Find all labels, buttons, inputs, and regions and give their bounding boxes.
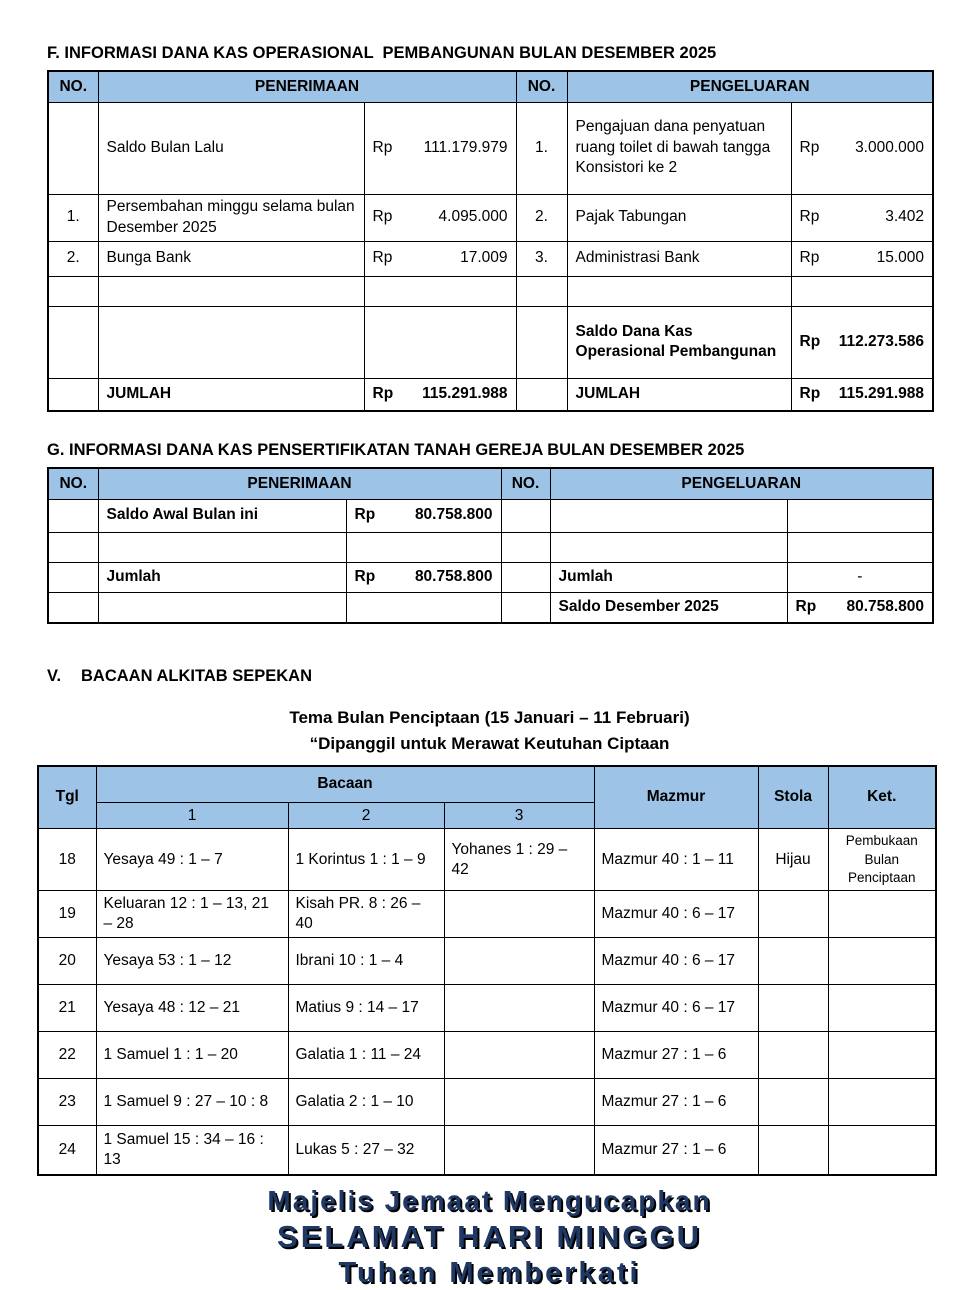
table-header-row — [48, 71, 933, 102]
rp-label: Rp — [354, 567, 376, 585]
jumlah-label: Jumlah — [98, 562, 346, 592]
table-row — [48, 241, 933, 276]
desc-cell: Bunga Bank — [98, 241, 364, 276]
empty-row — [48, 532, 933, 562]
table-header-row — [38, 766, 936, 803]
mazmur-cell: Mazmur 40 : 6 – 17 — [594, 891, 758, 938]
jumlah-label: Jumlah — [550, 562, 787, 592]
jumlah-amount-cell — [346, 562, 501, 592]
header-pengeluaran: PENGELUARAN — [550, 468, 933, 499]
header-no-left: NO. — [48, 71, 98, 102]
rp-label: Rp — [372, 249, 393, 267]
ket-cell — [828, 985, 936, 1032]
bacaan2-cell: Galatia 2 : 1 – 10 — [288, 1079, 444, 1126]
empty-cell — [364, 306, 516, 378]
tgl-cell: 19 — [38, 891, 96, 938]
table-row — [38, 1079, 936, 1126]
bacaan1-cell: 1 Samuel 9 : 27 – 10 : 8 — [96, 1079, 288, 1126]
empty-row — [48, 276, 933, 306]
table-bacaan-alkitab — [37, 765, 937, 1176]
table-row — [38, 1126, 936, 1175]
amount-cell — [364, 102, 516, 194]
stola-cell — [758, 938, 828, 985]
amount-value: 112.273.586 — [838, 332, 925, 350]
section-number: V. — [47, 667, 62, 685]
empty-cell — [98, 592, 346, 623]
empty-cell — [550, 532, 787, 562]
bacaan1-cell: Yesaya 53 : 1 – 12 — [96, 938, 288, 985]
bacaan2-cell: 1 Korintus 1 : 1 – 9 — [288, 829, 444, 891]
greeting-line2: SELAMAT HARI MINGGU — [277, 1218, 702, 1254]
ket-cell: Pembukaan Bulan Penciptaan — [828, 829, 936, 891]
desc-cell: Pengajuan dana penyatuan ruang toilet di bawah tangga Konsistori ke 2 — [567, 102, 791, 194]
header-bacaan-1: 1 — [96, 803, 288, 829]
header-no-right: NO. — [516, 71, 567, 102]
rp-label: Rp — [799, 208, 820, 226]
mazmur-cell: Mazmur 40 : 1 – 11 — [594, 829, 758, 891]
header-penerimaan: PENERIMAAN — [98, 71, 516, 102]
bacaan2-cell: Galatia 1 : 11 – 24 — [288, 1032, 444, 1079]
total-row — [48, 378, 933, 411]
header-tgl: Tgl — [38, 766, 96, 829]
rp-label: Rp — [795, 598, 817, 616]
table-row — [48, 194, 933, 241]
desc-cell: Pajak Tabungan — [567, 194, 791, 241]
tgl-cell: 21 — [38, 985, 96, 1032]
amount-cell — [791, 241, 933, 276]
stola-cell: Hijau — [758, 829, 828, 891]
rp-label: Rp — [372, 138, 393, 156]
mazmur-cell: Mazmur 27 : 1 – 6 — [594, 1032, 758, 1079]
amount-value: 3.402 — [885, 208, 925, 226]
ket-cell — [828, 938, 936, 985]
saldo-akhir-amount-cell — [787, 592, 933, 623]
bacaan1-cell: Yesaya 48 : 12 – 21 — [96, 985, 288, 1032]
empty-cell — [550, 499, 787, 532]
empty-cell — [501, 499, 550, 532]
ket-cell — [828, 891, 936, 938]
jumlah-label: JUMLAH — [567, 378, 791, 411]
ket-cell — [828, 1032, 936, 1079]
saldo-amount-cell — [791, 306, 933, 378]
closing-greeting — [47, 1185, 932, 1290]
saldo-row — [48, 306, 933, 378]
desc-cell: Saldo Bulan Lalu — [98, 102, 364, 194]
empty-cell — [364, 276, 516, 306]
no-cell: 1. — [48, 194, 98, 241]
ket-cell — [828, 1079, 936, 1126]
bacaan1-cell: 1 Samuel 15 : 34 – 16 : 13 — [96, 1126, 288, 1175]
section-f-title: F. INFORMASI DANA KAS OPERASIONAL PEMBANGUNAN BULAN DESEMBER 2025 — [47, 44, 717, 62]
empty-cell — [516, 276, 567, 306]
header-mazmur: Mazmur — [594, 766, 758, 829]
table-row — [38, 829, 936, 891]
bacaan2-cell: Matius 9 : 14 – 17 — [288, 985, 444, 1032]
ket-cell — [828, 1126, 936, 1175]
bacaan3-cell: Yohanes 1 : 29 – 42 — [444, 829, 594, 891]
tgl-cell: 24 — [38, 1126, 96, 1175]
bacaan1-cell: 1 Samuel 1 : 1 – 20 — [96, 1032, 288, 1079]
desc-cell: Persembahan minggu selama bulan Desember 2025 — [98, 194, 364, 241]
empty-cell — [48, 306, 98, 378]
amount-value: 15.000 — [876, 249, 925, 267]
tgl-cell: 18 — [38, 829, 96, 891]
rp-label: Rp — [799, 249, 820, 267]
bacaan3-cell — [444, 985, 594, 1032]
empty-cell — [48, 276, 98, 306]
empty-cell — [48, 592, 98, 623]
saldo-akhir-label: Saldo Desember 2025 — [550, 592, 787, 623]
mazmur-cell: Mazmur 27 : 1 – 6 — [594, 1079, 758, 1126]
empty-cell — [791, 276, 933, 306]
no-cell: 2. — [48, 241, 98, 276]
jumlah-amount-cell — [364, 378, 516, 411]
table-dana-operasional — [47, 70, 934, 412]
rp-label: Rp — [799, 385, 821, 403]
table-row — [48, 102, 933, 194]
amount-value: 80.758.800 — [846, 598, 925, 616]
jumlah-amount-cell — [791, 378, 933, 411]
empty-cell — [48, 499, 98, 532]
amount-value: 80.758.800 — [414, 567, 493, 585]
desc-cell: Administrasi Bank — [567, 241, 791, 276]
empty-cell — [501, 562, 550, 592]
table-row — [48, 499, 933, 532]
header-penerimaan: PENERIMAAN — [98, 468, 501, 499]
saldo-awal-label: Saldo Awal Bulan ini — [98, 499, 346, 532]
empty-cell — [346, 532, 501, 562]
stola-cell — [758, 1032, 828, 1079]
tgl-cell: 22 — [38, 1032, 96, 1079]
stola-cell — [758, 891, 828, 938]
empty-cell — [567, 276, 791, 306]
mazmur-cell: Mazmur 40 : 6 – 17 — [594, 938, 758, 985]
header-no-right: NO. — [501, 468, 550, 499]
empty-cell — [787, 532, 933, 562]
saldo-awal-amount-cell — [346, 499, 501, 532]
header-bacaan-2: 2 — [288, 803, 444, 829]
bacaan3-cell — [444, 1079, 594, 1126]
rp-label: Rp — [372, 385, 394, 403]
bacaan2-cell: Ibrani 10 : 1 – 4 — [288, 938, 444, 985]
empty-cell — [501, 532, 550, 562]
tgl-cell: 23 — [38, 1079, 96, 1126]
no-cell: 3. — [516, 241, 567, 276]
section-v-title — [47, 667, 932, 686]
amount-cell — [364, 241, 516, 276]
table-row — [38, 985, 936, 1032]
stola-cell — [758, 1126, 828, 1175]
empty-cell — [516, 306, 567, 378]
rp-label: Rp — [354, 506, 376, 524]
tema-block — [47, 705, 932, 758]
bacaan2-cell: Lukas 5 : 27 – 32 — [288, 1126, 444, 1175]
empty-cell — [787, 499, 933, 532]
saldo-row — [48, 592, 933, 623]
bacaan3-cell — [444, 1032, 594, 1079]
rp-label: Rp — [799, 332, 821, 350]
no-cell: 1. — [516, 102, 567, 194]
section-g-title: G. INFORMASI DANA KAS PENSERTIFIKATAN TANAH GEREJA BULAN DESEMBER 2025 — [47, 441, 745, 459]
bacaan1-cell: Keluaran 12 : 1 – 13, 21 – 28 — [96, 891, 288, 938]
header-pengeluaran: PENGELUARAN — [567, 71, 933, 102]
mazmur-cell: Mazmur 27 : 1 – 6 — [594, 1126, 758, 1175]
empty-cell — [98, 532, 346, 562]
section-title-text: BACAAN ALKITAB SEPEKAN — [81, 667, 312, 685]
total-row — [48, 562, 933, 592]
tgl-cell: 20 — [38, 938, 96, 985]
bacaan2-cell: Kisah PR. 8 : 26 – 40 — [288, 891, 444, 938]
amount-cell — [791, 194, 933, 241]
amount-value: 111.179.979 — [423, 138, 508, 156]
tema-line2: “Dipanggil untuk Merawat Keutuhan Ciptaan — [309, 734, 670, 754]
amount-value: 80.758.800 — [414, 506, 493, 524]
bacaan3-cell — [444, 1126, 594, 1175]
no-cell: 2. — [516, 194, 567, 241]
header-bacaan: Bacaan — [96, 766, 594, 803]
greeting-line1: Majelis Jemaat Mengucapkan — [267, 1184, 712, 1216]
empty-cell — [516, 378, 567, 411]
amount-value: 4.095.000 — [438, 208, 508, 226]
no-cell — [48, 102, 98, 194]
rp-label: Rp — [372, 208, 393, 226]
bacaan3-cell — [444, 891, 594, 938]
empty-cell — [48, 378, 98, 411]
empty-cell — [501, 592, 550, 623]
jumlah-dash-cell: - — [787, 562, 933, 592]
header-no-left: NO. — [48, 468, 98, 499]
mazmur-cell: Mazmur 40 : 6 – 17 — [594, 985, 758, 1032]
stola-cell — [758, 1079, 828, 1126]
empty-cell — [48, 532, 98, 562]
header-stola: Stola — [758, 766, 828, 829]
stola-cell — [758, 985, 828, 1032]
empty-cell — [48, 562, 98, 592]
table-header-row — [48, 468, 933, 499]
saldo-label: Saldo Dana Kas Operasional Pembangunan — [567, 306, 791, 378]
table-row — [38, 938, 936, 985]
amount-value: 115.291.988 — [422, 385, 508, 403]
table-dana-pensertifikatan — [47, 467, 934, 624]
rp-label: Rp — [799, 138, 820, 156]
empty-cell — [346, 592, 501, 623]
header-ket: Ket. — [828, 766, 936, 829]
jumlah-label: JUMLAH — [98, 378, 364, 411]
tema-line1: Tema Bulan Penciptaan (15 Januari – 11 Februari) — [289, 708, 690, 727]
amount-cell — [364, 194, 516, 241]
amount-value: 17.009 — [460, 249, 508, 267]
table-row — [38, 891, 936, 938]
amount-value: 115.291.988 — [838, 385, 925, 403]
amount-value: 3.000.000 — [855, 138, 925, 156]
header-bacaan-3: 3 — [444, 803, 594, 829]
amount-cell — [791, 102, 933, 194]
empty-cell — [98, 306, 364, 378]
bacaan1-cell: Yesaya 49 : 1 – 7 — [96, 829, 288, 891]
table-row — [38, 1032, 936, 1079]
empty-cell — [98, 276, 364, 306]
bacaan3-cell — [444, 938, 594, 985]
greeting-line3: Tuhan Memberkati — [338, 1256, 641, 1289]
